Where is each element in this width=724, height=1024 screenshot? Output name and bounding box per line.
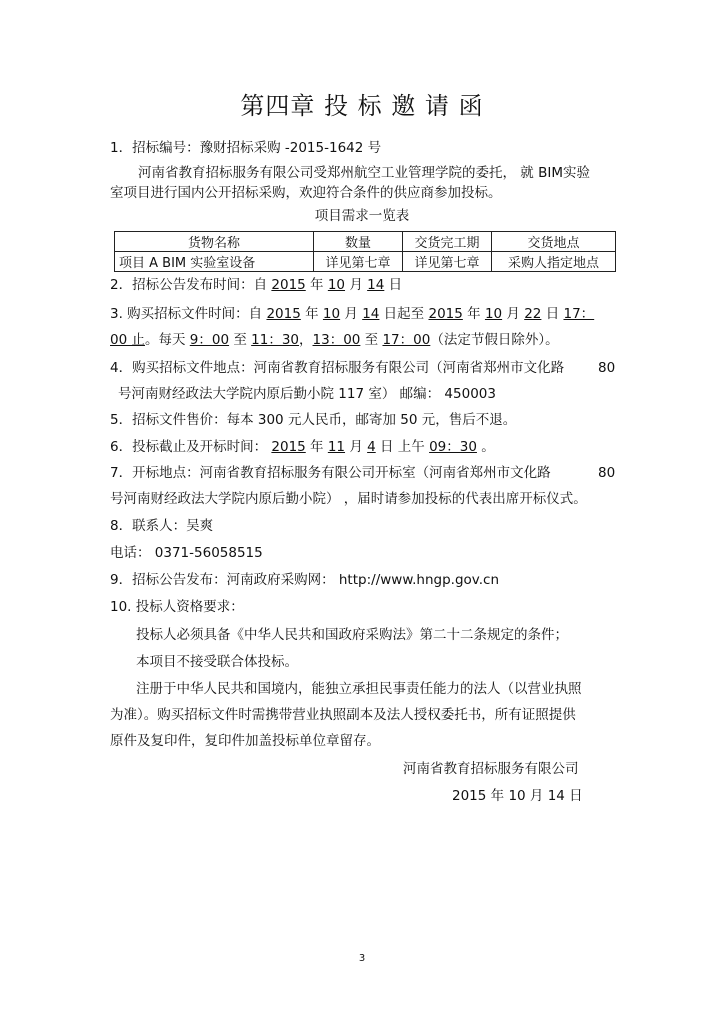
purchase-place-line-1: 4．购买招标文件地点：河南省教育招标服务有限公司（河南省郑州市文化路: [110, 360, 565, 376]
opening-place-line-1: 7．开标地点：河南省教育招标服务有限公司开标室（河南省郑州市文化路: [110, 465, 551, 481]
purchase-end-minute: 00 止: [110, 332, 145, 348]
day-unit: 日: [384, 277, 403, 293]
table-row: [115, 252, 616, 272]
announcement-year: 2015: [271, 277, 306, 293]
deadline-day: 4: [367, 439, 376, 455]
year-unit: 年: [305, 439, 328, 455]
to-text: 至: [229, 332, 252, 348]
purchase-time-line-1: [110, 304, 594, 324]
page-number: 3: [358, 953, 366, 964]
announcement-day: 14: [367, 277, 385, 293]
year-unit: 年: [305, 277, 328, 293]
afternoon-end: 17：00: [382, 332, 431, 348]
publish-site: 9．招标公告发布：河南政府采购网： http://www.hngp.gov.cn: [110, 572, 499, 588]
deadline-end: 。: [476, 439, 495, 455]
table-header-row: [115, 232, 616, 252]
table-caption: 项目需求一览表: [314, 208, 410, 224]
issue-date: 2015 年 10 月 14 日: [452, 788, 583, 804]
year-unit: 年: [462, 306, 485, 322]
to-text: 至: [360, 332, 383, 348]
deadline-month: 11: [327, 439, 346, 455]
intro-line-1: 河南省教育招标服务有限公司受郑州航空工业管理学院的委托， 就 BIM实验: [138, 165, 590, 181]
purchase-place-number: 80: [598, 360, 616, 376]
separator: ，: [299, 332, 313, 348]
requirement-3-line-3: 原件及复印件，复印件加盖投标单位章留存。: [110, 733, 380, 749]
purchase-label: 3. 购买招标文件时间：自: [110, 306, 267, 322]
requirements-table: [114, 231, 616, 272]
opening-place-number: 80: [598, 465, 616, 481]
announcement-date-line: [110, 275, 402, 295]
month-unit: 月: [340, 306, 363, 322]
deadline-year: 2015: [271, 439, 306, 455]
holiday-note: （法定节假日除外）。: [430, 332, 559, 348]
deadline-label: 6．投标截止及开标时间：: [110, 439, 272, 455]
purchase-start-year: 2015: [266, 306, 301, 322]
announcement-label: 2．招标公告发布时间：自: [110, 277, 272, 293]
purchase-end-hour: 17：: [563, 306, 595, 322]
header-quantity: 数量: [314, 232, 403, 252]
purchase-end-year: 2015: [428, 306, 463, 322]
daily-label: 。每天: [144, 332, 190, 348]
afternoon-start: 13：00: [312, 332, 361, 348]
purchase-start-month: 10: [322, 306, 341, 322]
requirement-3-line-1: 注册于中华人民共和国境内，能独立承担民事责任能力的法人（以营业执照: [136, 681, 582, 697]
opening-place-line-2: 号河南财经政法大学院内原后勤小院） ，届时请参加投标的代表出席开标仪式。: [110, 491, 587, 507]
purchase-end-day: 22: [524, 306, 542, 322]
header-delivery-period: 交货完工期: [403, 232, 492, 252]
requirement-1: 投标人必须具备《中华人民共和国政府采购法》第二十二条规定的条件；: [136, 627, 568, 643]
qualification-heading: 10. 投标人资格要求：: [110, 599, 244, 615]
cell-quantity: 详见第七章: [314, 252, 403, 272]
cell-goods-name: 项目 A BIM 实验室设备: [115, 252, 314, 272]
cell-delivery-place: 采购人指定地点: [492, 252, 616, 272]
cell-delivery-period: 详见第七章: [403, 252, 492, 272]
morning-end: 11：30: [251, 332, 300, 348]
document-price: 5．招标文件售价：每本 300 元人民币，邮寄加 50 元，售后不退。: [110, 412, 517, 428]
header-goods-name: 货物名称: [115, 232, 314, 252]
deadline-line: [110, 437, 495, 457]
month-unit: 月: [345, 277, 368, 293]
purchase-end-month: 10: [484, 306, 503, 322]
requirement-3-line-2: 为准）。购买招标文件时需携带营业执照副本及法人授权委托书，所有证照提供: [110, 707, 576, 723]
deadline-time: 09：30: [429, 439, 477, 455]
purchase-time-line-2: [110, 330, 559, 350]
requirement-2: 本项目不接受联合体投标。: [136, 654, 298, 670]
bid-number: 1．招标编号：豫财招标采购 -2015-1642 号: [110, 140, 382, 156]
intro-line-2: 室项目进行国内公开招标采购，欢迎符合条件的供应商参加投标。: [110, 185, 502, 201]
range-text: 日起至: [379, 306, 429, 322]
contact-phone: 电话： 0371-56058515: [110, 545, 263, 561]
month-unit: 月: [345, 439, 368, 455]
purchase-start-day: 14: [362, 306, 380, 322]
day-unit: 日: [541, 306, 564, 322]
purchase-place-line-2: 号河南财经政法大学院内原后勤小院 117 室） 邮编： 450003: [118, 386, 496, 402]
contact-person: 8．联系人：吴爽: [110, 518, 214, 534]
page-title: 第四章 投 标 邀 请 函: [240, 92, 484, 120]
month-unit: 月: [502, 306, 525, 322]
day-unit: 日 上午: [375, 439, 430, 455]
year-unit: 年: [300, 306, 323, 322]
morning-start: 9：00: [189, 332, 230, 348]
announcement-month: 10: [327, 277, 346, 293]
issuer-name: 河南省教育招标服务有限公司: [403, 761, 579, 777]
header-delivery-place: 交货地点: [492, 232, 616, 252]
